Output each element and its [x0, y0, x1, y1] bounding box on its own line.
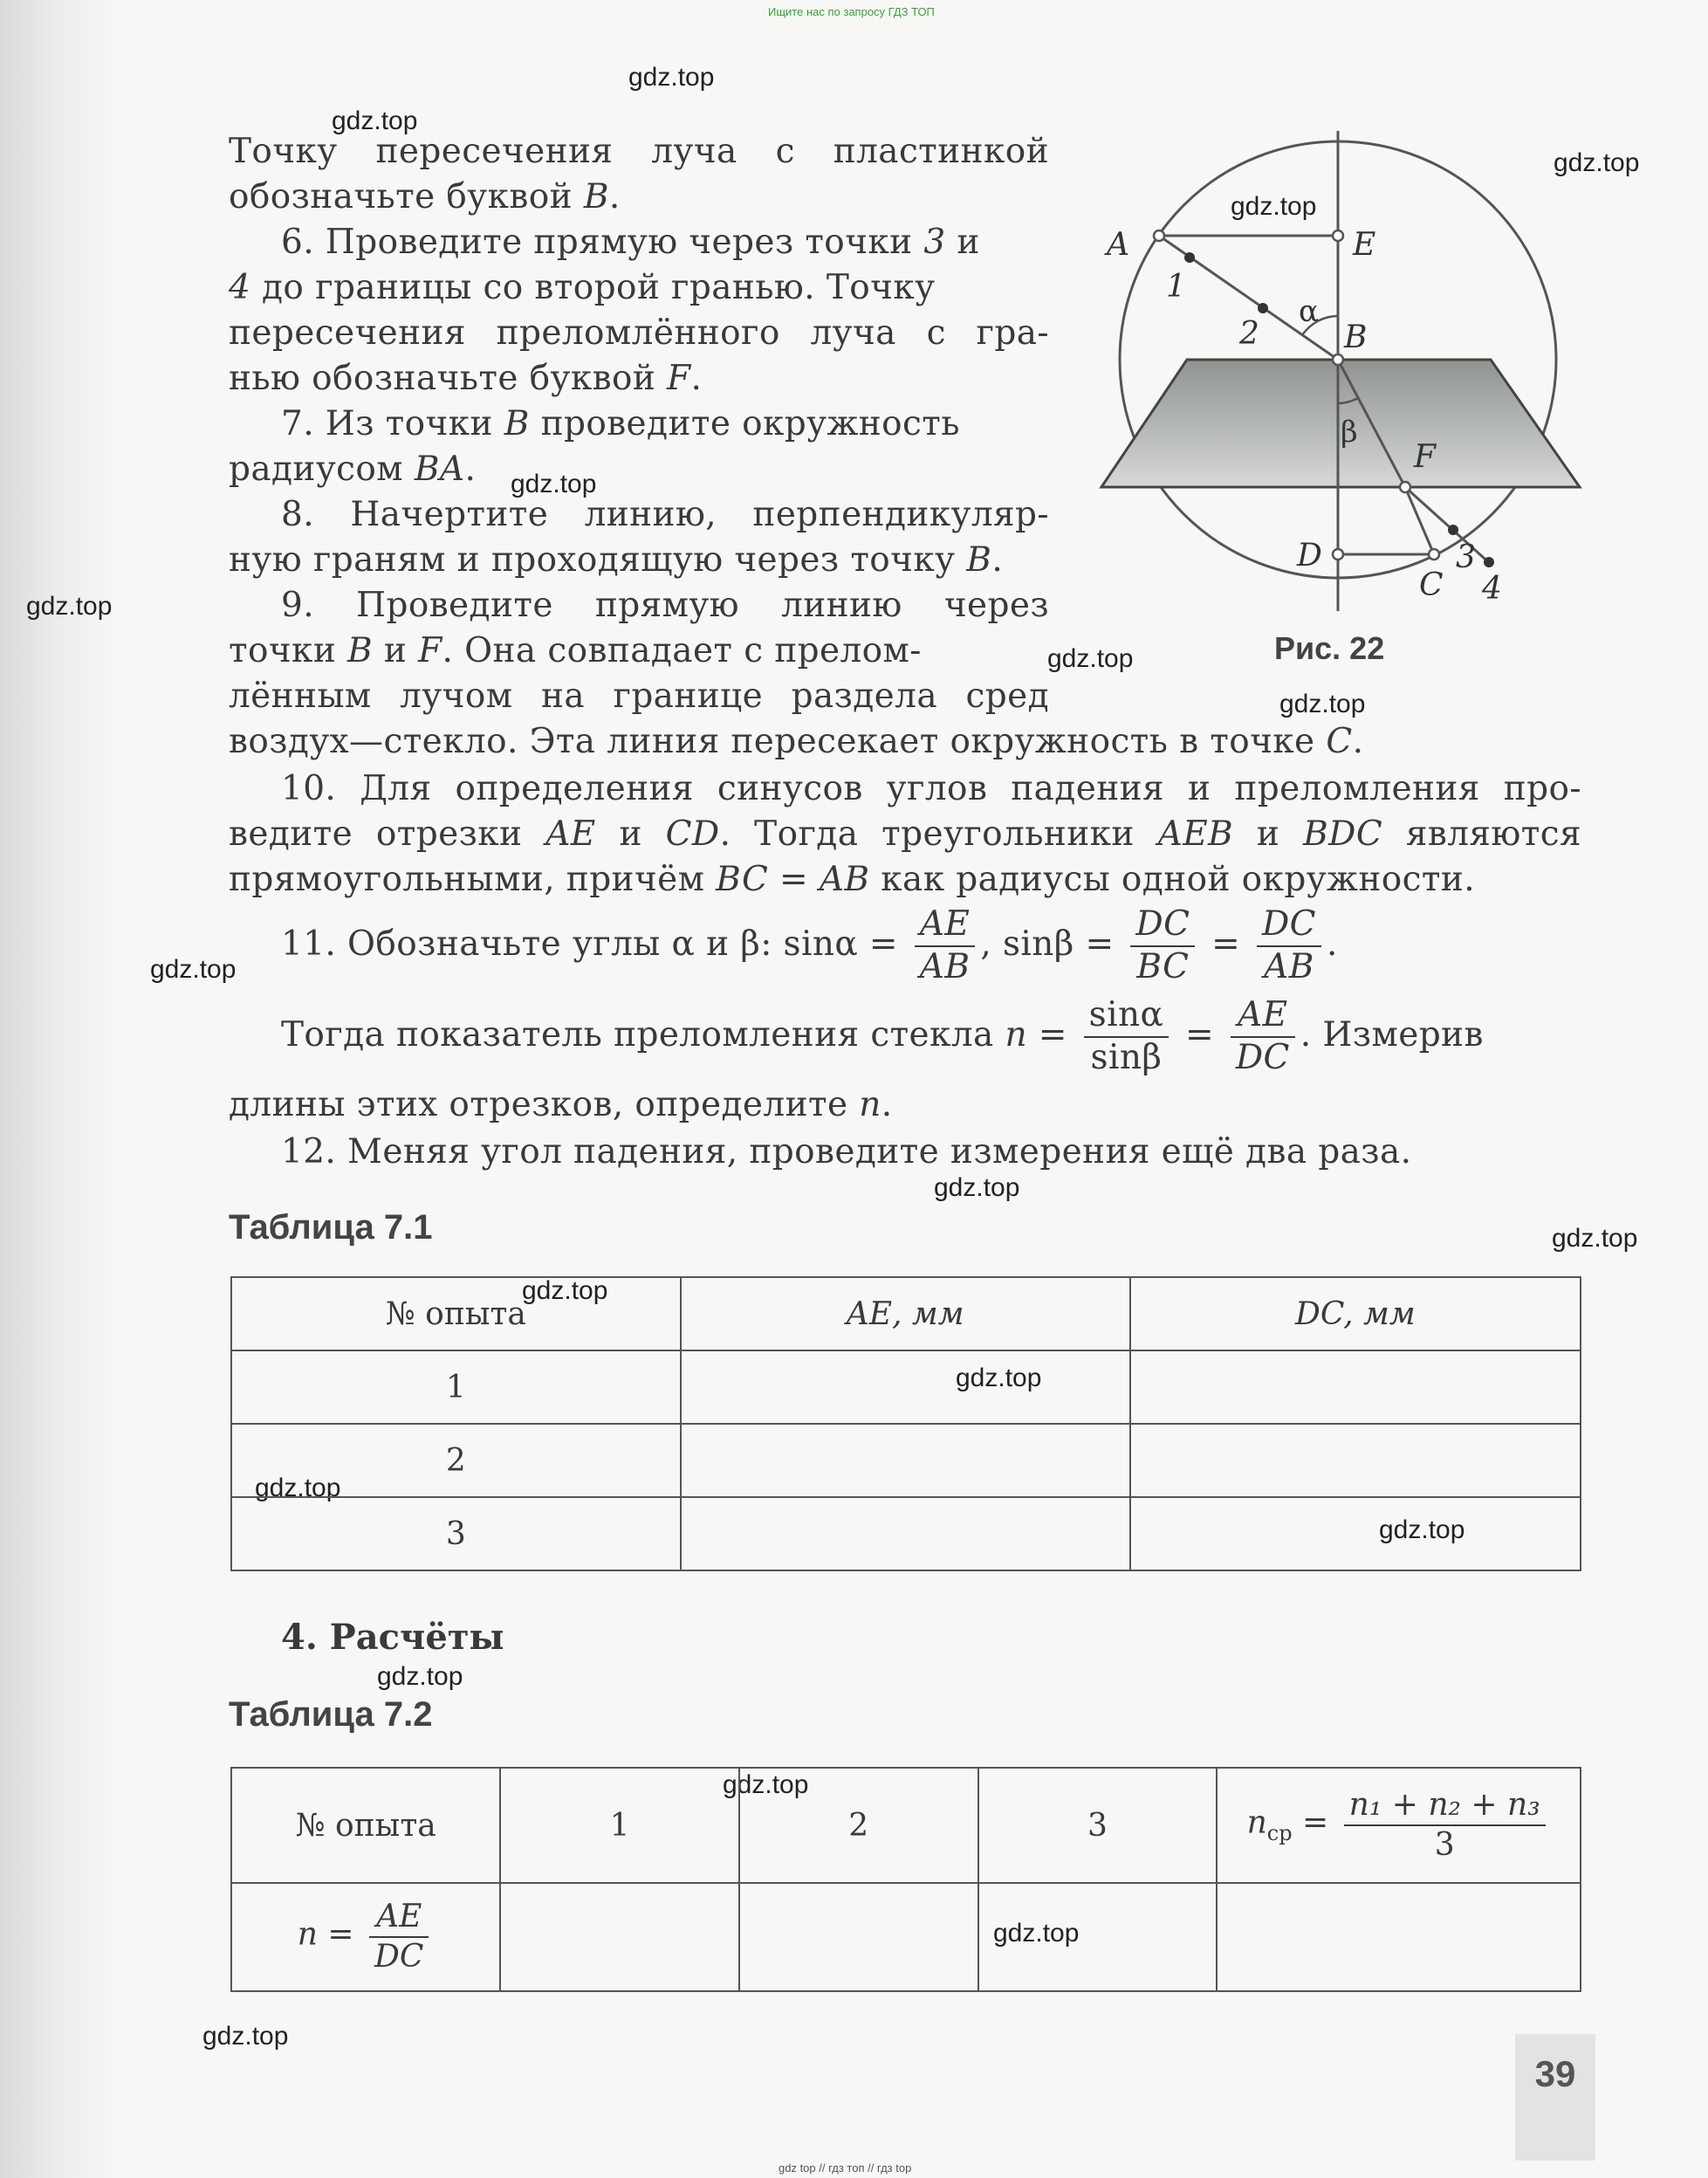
table-header-average: $n_{ср}$ = $\frac{\text{n₁ + n₂ + n₃}}{3}$: [1217, 1768, 1581, 1883]
watermark: gdz.top: [1552, 1224, 1638, 1253]
watermark: gdz.top: [956, 1364, 1042, 1392]
step-12: 12. Меняя угол падения, проведите измерения ещё два раза.: [281, 1132, 1412, 1171]
step-9: 9. Проведите прямую линию через: [281, 586, 1049, 625]
point-c: [1429, 549, 1439, 560]
table-cell: [681, 1350, 1130, 1424]
top-watermark: Ищите нас по запросу ГДЗ ТОП: [768, 5, 935, 18]
label-beta: β: [1341, 415, 1358, 450]
table-header: DC, мм: [1130, 1277, 1581, 1350]
text-line: ную граням и проходящую через точку B.: [229, 540, 1004, 580]
text-line: нью обозначьте буквой F.: [229, 359, 703, 398]
table-cell: [1130, 1424, 1581, 1497]
label-3: 3: [1456, 539, 1476, 575]
watermark: gdz.top: [511, 470, 597, 498]
point-4: [1484, 557, 1494, 567]
table-2-title: Таблица 7.2: [229, 1695, 433, 1734]
table-cell: 3: [231, 1497, 681, 1570]
table-2: [230, 1767, 1581, 1992]
watermark: gdz.top: [377, 1662, 463, 1691]
label-alpha: α: [1299, 294, 1319, 329]
watermark: gdz.top: [332, 106, 418, 135]
table-cell: [978, 1883, 1218, 1991]
step-10: 10. Для определения синусов углов падения и преломления про-: [281, 769, 1581, 808]
page-number: 39: [1515, 2034, 1595, 2161]
text-line: радиусом BA.: [229, 450, 477, 489]
table-header: № опыта: [231, 1768, 500, 1883]
table-cell: [681, 1497, 1130, 1570]
table-cell: [739, 1883, 978, 1991]
point-d: [1333, 549, 1343, 560]
table-cell: [1130, 1497, 1581, 1570]
watermark: gdz.top: [522, 1276, 608, 1305]
watermark: gdz.top: [1231, 192, 1317, 221]
table-1: [230, 1276, 1581, 1571]
step-6: 6. Проведите прямую через точки 3 и: [281, 223, 980, 262]
table-cell: n = $\frac{AE}{DC}$: [231, 1883, 500, 1991]
watermark: gdz.top: [628, 63, 715, 92]
step-8: 8. Начертите линию, перпендикуляр-: [281, 495, 1049, 534]
watermark: gdz.top: [1554, 148, 1640, 177]
text-line: лённым лучом на границе раздела сред: [229, 677, 1049, 716]
bottom-watermark: gdz top // гдз топ // гдз top: [779, 2161, 912, 2175]
text-line: обозначьте буквой B.: [229, 177, 621, 216]
step-7: 7. Из точки B проведите окружность: [281, 404, 960, 443]
watermark: gdz.top: [1379, 1515, 1465, 1544]
text-line: 4 до границы со второй гранью. Точку: [229, 268, 936, 307]
point-e: [1333, 230, 1343, 241]
watermark: gdz.top: [255, 1474, 341, 1502]
table-cell: [681, 1424, 1130, 1497]
table-cell: 1: [231, 1350, 681, 1424]
label-e: E: [1353, 227, 1376, 263]
table-header: 3: [978, 1768, 1218, 1883]
table-cell: [500, 1883, 739, 1991]
point-1: [1184, 252, 1195, 263]
text-line: прямоугольными, причём BC = AB как радиусы одной окружности.: [229, 860, 1476, 899]
text-line: ведите отрезки AE и CD. Тогда треугольники AEB и BDC являются: [229, 814, 1582, 854]
section-heading: 4. Расчёты: [281, 1617, 504, 1658]
segment-fc: [1405, 487, 1434, 554]
watermark: gdz.top: [723, 1770, 809, 1799]
point-a: [1154, 230, 1164, 241]
binding-shadow: [0, 0, 122, 2178]
point-2: [1258, 303, 1268, 313]
table-header: 2: [739, 1768, 978, 1883]
table-cell: [1217, 1883, 1581, 1991]
label-f: F: [1414, 439, 1436, 475]
point-f: [1400, 482, 1410, 492]
watermark: gdz.top: [993, 1919, 1080, 1948]
label-d: D: [1297, 538, 1322, 574]
table-cell: 2: [231, 1424, 681, 1497]
text-line: Точку пересечения луча с пластинкой: [229, 132, 1049, 171]
table-cell: [1130, 1350, 1581, 1424]
label-b: B: [1344, 319, 1368, 355]
text-line: точки B и F. Она совпадает с прелом-: [229, 631, 922, 670]
figure-caption: Рис. 22: [1274, 630, 1385, 666]
watermark: gdz.top: [1047, 644, 1134, 673]
watermark: gdz.top: [150, 955, 237, 984]
watermark: gdz.top: [1279, 690, 1366, 718]
step-11: 11. Обозначьте углы α и β: sinα = $\frac{AE}{AB}$ , sinβ = $\frac{DC}{BC}$ = $\frac{DC}{AB}$ .: [281, 904, 1338, 986]
table-header: 1: [500, 1768, 739, 1883]
text-line: воздух—стекло. Эта линия пересекает окружность в точке C.: [229, 722, 1364, 761]
table-header: № опыта: [231, 1277, 681, 1350]
watermark: gdz.top: [934, 1173, 1020, 1202]
refraction-formula-line: Тогда показатель преломления стекла n = $\frac{\sin\alpha}{\sin\beta}$ = $\frac{AE}{DC}$ . Измерив: [281, 995, 1484, 1077]
watermark: gdz.top: [26, 592, 113, 621]
text-line: длины этих отрезков, определите n.: [229, 1085, 893, 1124]
table-1-title: Таблица 7.1: [229, 1208, 433, 1247]
label-4: 4: [1482, 571, 1502, 607]
text-line: пересечения преломлённого луча с гра-: [229, 313, 1049, 353]
label-a: A: [1107, 227, 1129, 263]
figure-refraction: [1082, 122, 1606, 629]
table-header: AE, мм: [681, 1277, 1130, 1350]
point-3: [1448, 525, 1458, 535]
point-b: [1333, 354, 1343, 365]
label-2: 2: [1239, 316, 1259, 352]
label-c: C: [1419, 567, 1444, 603]
label-1: 1: [1166, 269, 1186, 305]
watermark: gdz.top: [202, 2022, 289, 2051]
